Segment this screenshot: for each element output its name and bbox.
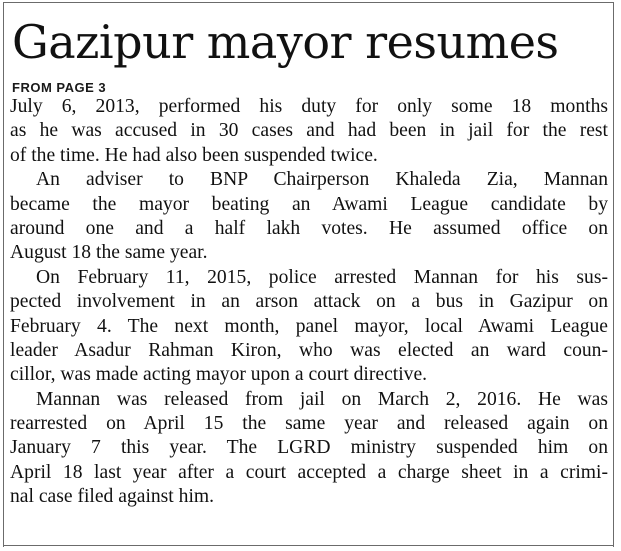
body-line: Mannan was released from jail on March 2, 2016. He was — [36, 388, 608, 410]
body-line: pected involvement in an arson attack on a bus in Gazipur on — [10, 291, 608, 313]
bottom-rule — [3, 545, 614, 546]
body-line: nal case filed against him. — [10, 486, 215, 508]
body-line: as he was accused in 30 cases and had been in jail for the rest — [10, 120, 608, 142]
body-line: February 4. The next month, panel mayor, local Awami League — [10, 315, 608, 337]
body-line: An adviser to BNP Chairperson Khaleda Zia, Mannan — [36, 169, 608, 191]
body-line: cillor, was made acting mayor upon a court directive. — [10, 364, 428, 386]
jump-line: FROM PAGE 3 — [12, 80, 107, 95]
body-line: became the mayor beating an Awami League candidate by — [10, 193, 608, 215]
body-line: of the time. He had also been suspended twice. — [10, 144, 378, 166]
body-line: On February 11, 2015, police arrested Mannan for his sus- — [36, 266, 608, 288]
article-body — [10, 95, 608, 510]
headline: Gazipur mayor resumes — [12, 15, 559, 69]
body-line: April 18 last year after a court accepted a charge sheet in a crimi- — [10, 461, 608, 483]
body-line: rearrested on April 15 the same year and released again on — [10, 413, 608, 435]
body-line: July 6, 2013, performed his duty for only some 18 months — [10, 96, 608, 117]
body-line: August 18 the same year. — [10, 242, 208, 264]
body-line: leader Asadur Rahman Kiron, who was elected an ward coun- — [10, 339, 608, 361]
body-line: January 7 this year. The LGRD ministry suspended him on — [10, 437, 608, 459]
body-line: around one and a half lakh votes. He assumed office on — [10, 217, 608, 239]
